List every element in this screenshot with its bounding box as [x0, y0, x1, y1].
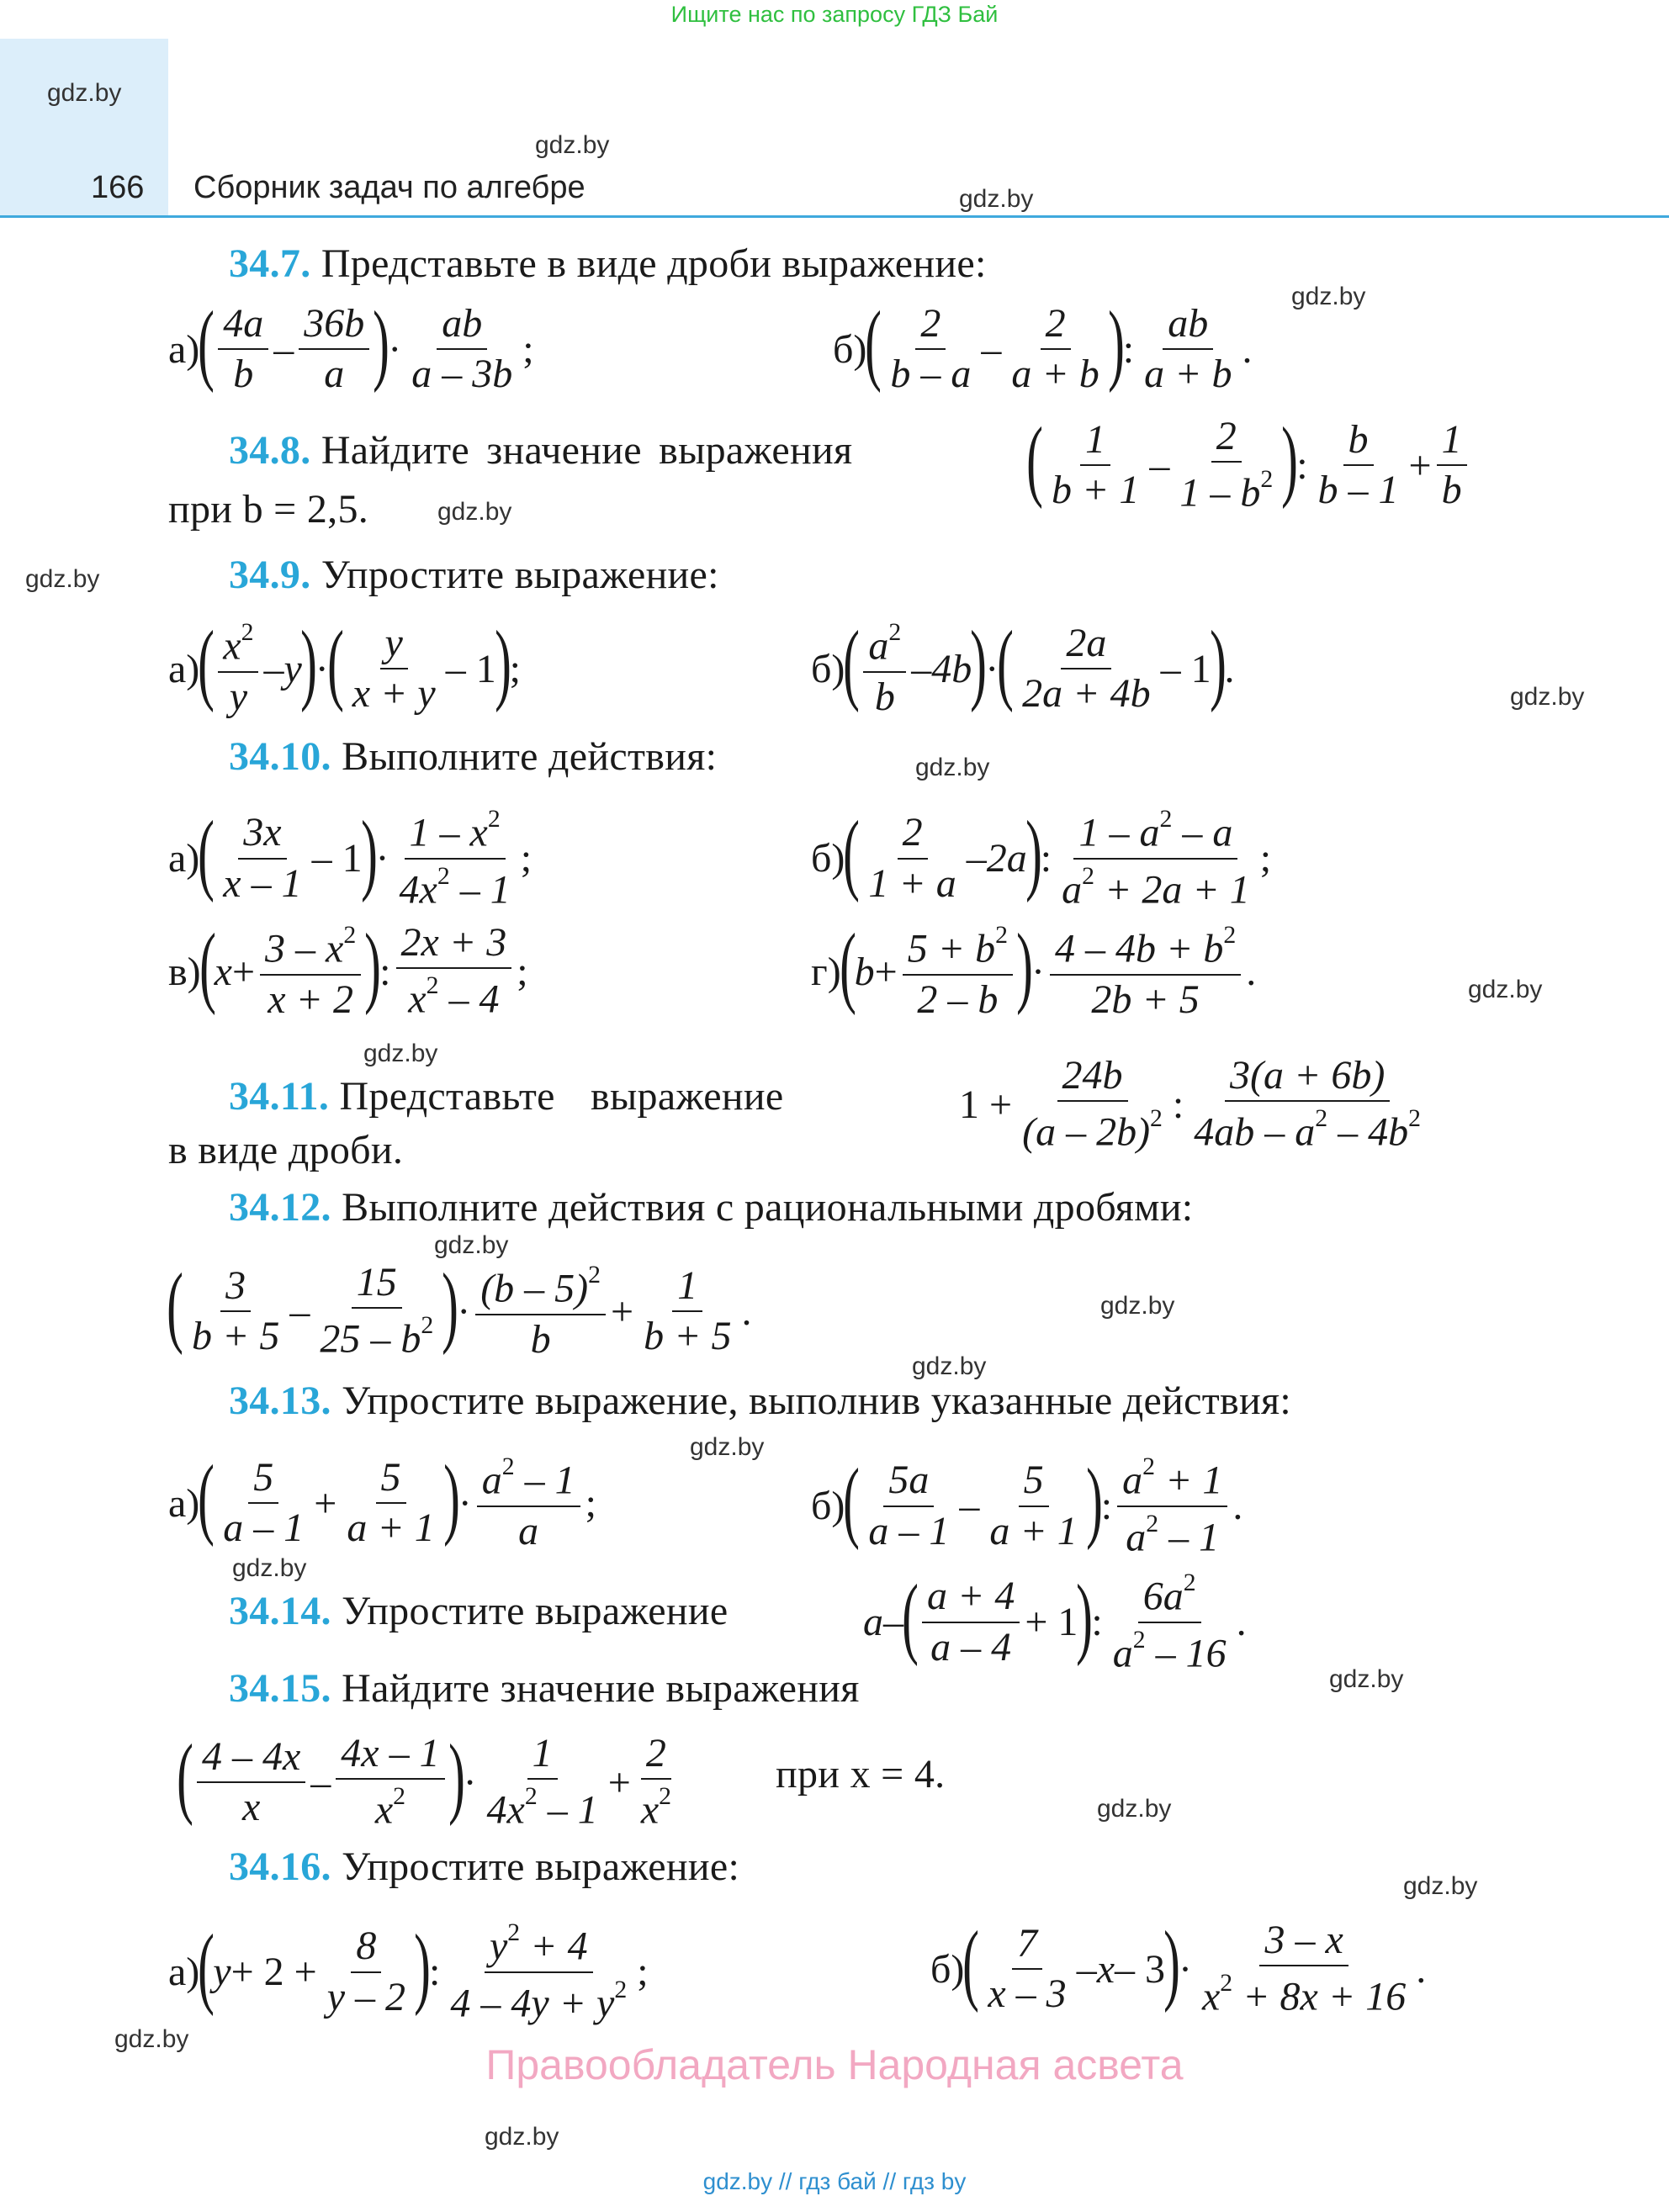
problem-34-14-expression: a – ( $\frac{a + 4}{a - 4}$ + 1 ) : $\frac{6a^2}{a^2 - 16}$ . — [863, 1566, 1247, 1676]
problem-text: Найдите значение выражения — [342, 1666, 860, 1711]
problem-text: Выполните действия с рациональными дробями: — [342, 1185, 1194, 1230]
problem-text: Выполните действия: — [342, 734, 718, 779]
problem-34-14-heading — [229, 1588, 728, 1634]
watermark: gdz.by — [363, 1040, 438, 1067]
problem-number: 34.15. — [229, 1666, 331, 1711]
footer-links[interactable]: gdz.by // гдз бай // гдз by — [702, 2168, 967, 2194]
problem-34-12-expression: ( $\frac{3}{b + 5}$ – $\frac{15}{25 - b^2}$ ) · $\frac{(b - 5)^2}{b}$ + $\frac{1}{b + 5}$ . — [167, 1256, 752, 1362]
watermark: gdz.by — [47, 79, 122, 107]
problem-34-8-heading — [229, 427, 852, 474]
problem-34-10-c: в) ( x + $\frac{3 - x^2}{x + 2}$ ) : $\frac{2x + 3}{x^2 - 4}$ ; — [168, 916, 528, 1022]
watermark: gdz.by — [485, 2123, 559, 2151]
problem-34-11-expression: 1 + $\frac{24b}{(a - 2b)^2}$ : $\frac{3(a + 6b)}{4ab - a^2 - 4b^2}$ — [959, 1053, 1422, 1155]
problem-34-15-heading — [229, 1665, 860, 1712]
page-number: 166 — [91, 170, 145, 205]
problem-text: Найдите значение выражения — [321, 428, 853, 473]
watermark: gdz.by — [1403, 1872, 1478, 1900]
problem-number: 34.8. — [229, 428, 311, 473]
problem-34-11-tail: в виде дроби. — [168, 1128, 404, 1172]
watermark: gdz.by — [535, 131, 610, 159]
problem-text: Упростите выражение — [342, 1589, 729, 1633]
problem-34-7-heading — [229, 241, 987, 287]
watermark: gdz.by — [1329, 1665, 1404, 1693]
problem-text: Представьте в виде дроби выражение: — [321, 241, 987, 286]
problem-text: Упростите выражение: — [342, 1844, 740, 1889]
problem-34-10-b: б) ( $\frac{2}{1 + a}$ – 2a ) : $\frac{1 - a^2 - a}{a^2 + 2a + 1}$ ; — [811, 802, 1272, 913]
problem-34-11-heading — [229, 1073, 783, 1119]
watermark: gdz.by — [959, 185, 1034, 213]
problem-number: 34.7. — [229, 241, 311, 286]
problem-34-15-condition: при x = 4. — [776, 1752, 946, 1797]
book-title: Сборник задач по алгебре — [193, 170, 585, 205]
header-rule — [0, 215, 1669, 218]
problem-34-10-heading — [229, 733, 717, 780]
watermark: gdz.by — [114, 2025, 189, 2053]
problem-number: 34.16. — [229, 1844, 331, 1889]
watermark: gdz.by — [1097, 1795, 1172, 1823]
problem-34-10-d: г) ( b + $\frac{5 + b^2}{2 - b}$ ) · $\frac{4 - 4b + b^2}{2b + 5}$ . — [811, 916, 1257, 1022]
problem-34-12-heading — [229, 1184, 1193, 1230]
watermark: gdz.by — [1291, 283, 1366, 310]
problem-number: 34.10. — [229, 734, 331, 779]
watermark: gdz.by — [1100, 1292, 1175, 1320]
watermark: gdz.by — [232, 1554, 307, 1582]
problem-34-8-condition: при b = 2,5. — [168, 487, 369, 532]
problem-number: 34.11. — [229, 1074, 330, 1119]
watermark: gdz.by — [912, 1352, 987, 1380]
watermark: gdz.by — [1468, 976, 1543, 1003]
problem-34-7-a: а) ( $\frac{4a}{b}$ – $\frac{36b}{a}$ ) · $\frac{ab}{a - 3b}$ ; — [168, 294, 534, 397]
problem-34-16-b: б) ( $\frac{7}{x - 3}$ – x – 3 ) · $\frac{3 - x}{x^2 + 8x + 16}$ . — [930, 1913, 1427, 2019]
watermark: gdz.by — [434, 1231, 509, 1259]
watermark: gdz.by — [437, 498, 512, 526]
problem-34-16-heading — [229, 1844, 739, 1890]
problem-text: Упростите выражение, выполнив указанные действия: — [342, 1379, 1291, 1423]
problem-34-16-a: а) ( y + 2 + $\frac{8}{y - 2}$ ) : $\frac{y^2 + 4}{4 - 4y + y^2}$ ; — [168, 1916, 649, 2026]
problem-34-13-b: б) ( $\frac{5a}{a - 1}$ – $\frac{5}{a + 1}$ ) : $\frac{a^2 + 1}{a^2 - 1}$ . — [811, 1450, 1243, 1560]
watermark: gdz.by — [25, 565, 100, 593]
copyright-notice: Правообладатель Народная асвета — [485, 2041, 1184, 2088]
problem-34-8-expression: ( $\frac{1}{b + 1}$ – $\frac{2}{1 - b^2}$ ) : $\frac{b}{b - 1}$ + $\frac{1}{b}$ — [1028, 415, 1472, 515]
watermark: gdz.by — [690, 1433, 765, 1461]
watermark: gdz.by — [915, 754, 990, 781]
problem-number: 34.9. — [229, 553, 311, 597]
top-search-note: Ищите нас по запросу ГДЗ Бай — [670, 2, 999, 27]
problem-34-10-a: а) ( $\frac{3x}{x - 1}$ – 1 ) · $\frac{1 - x^2}{4x^2 - 1}$ ; — [168, 802, 532, 913]
problem-34-9-a: а) ( $\frac{x^2}{y}$ – y ) · ( $\frac{y}{x + y}$ – 1 ) ; — [168, 613, 521, 719]
problem-text: Упростите выражение: — [321, 553, 719, 597]
problem-34-9-b: б) ( $\frac{a^2}{b}$ – 4b ) · ( $\frac{2a}{2a + 4b}$ – 1 ) . — [811, 613, 1235, 719]
problem-34-13-heading — [229, 1378, 1291, 1424]
watermark: gdz.by — [1510, 683, 1585, 711]
problem-number: 34.13. — [229, 1379, 331, 1423]
problem-number: 34.14. — [229, 1589, 331, 1633]
problem-34-15-expression: ( $\frac{4 - 4x}{x}$ – $\frac{4x - 1}{x^2}$ ) · $\frac{1}{4x^2 - 1}$ + $\frac{2}{x^2}$ — [177, 1727, 671, 1833]
problem-number: 34.12. — [229, 1185, 331, 1230]
problem-34-13-a: а) ( $\frac{5}{a - 1}$ + $\frac{5}{a + 1}$ ) · $\frac{a^2 - 1}{a}$ ; — [168, 1447, 596, 1553]
problem-34-7-b: б) ( $\frac{2}{b - a}$ – $\frac{2}{a + b}$ ) : $\frac{ab}{a + b}$ . — [833, 294, 1253, 397]
problem-text: Представьте выражение — [339, 1074, 784, 1119]
problem-34-9-heading — [229, 552, 719, 598]
